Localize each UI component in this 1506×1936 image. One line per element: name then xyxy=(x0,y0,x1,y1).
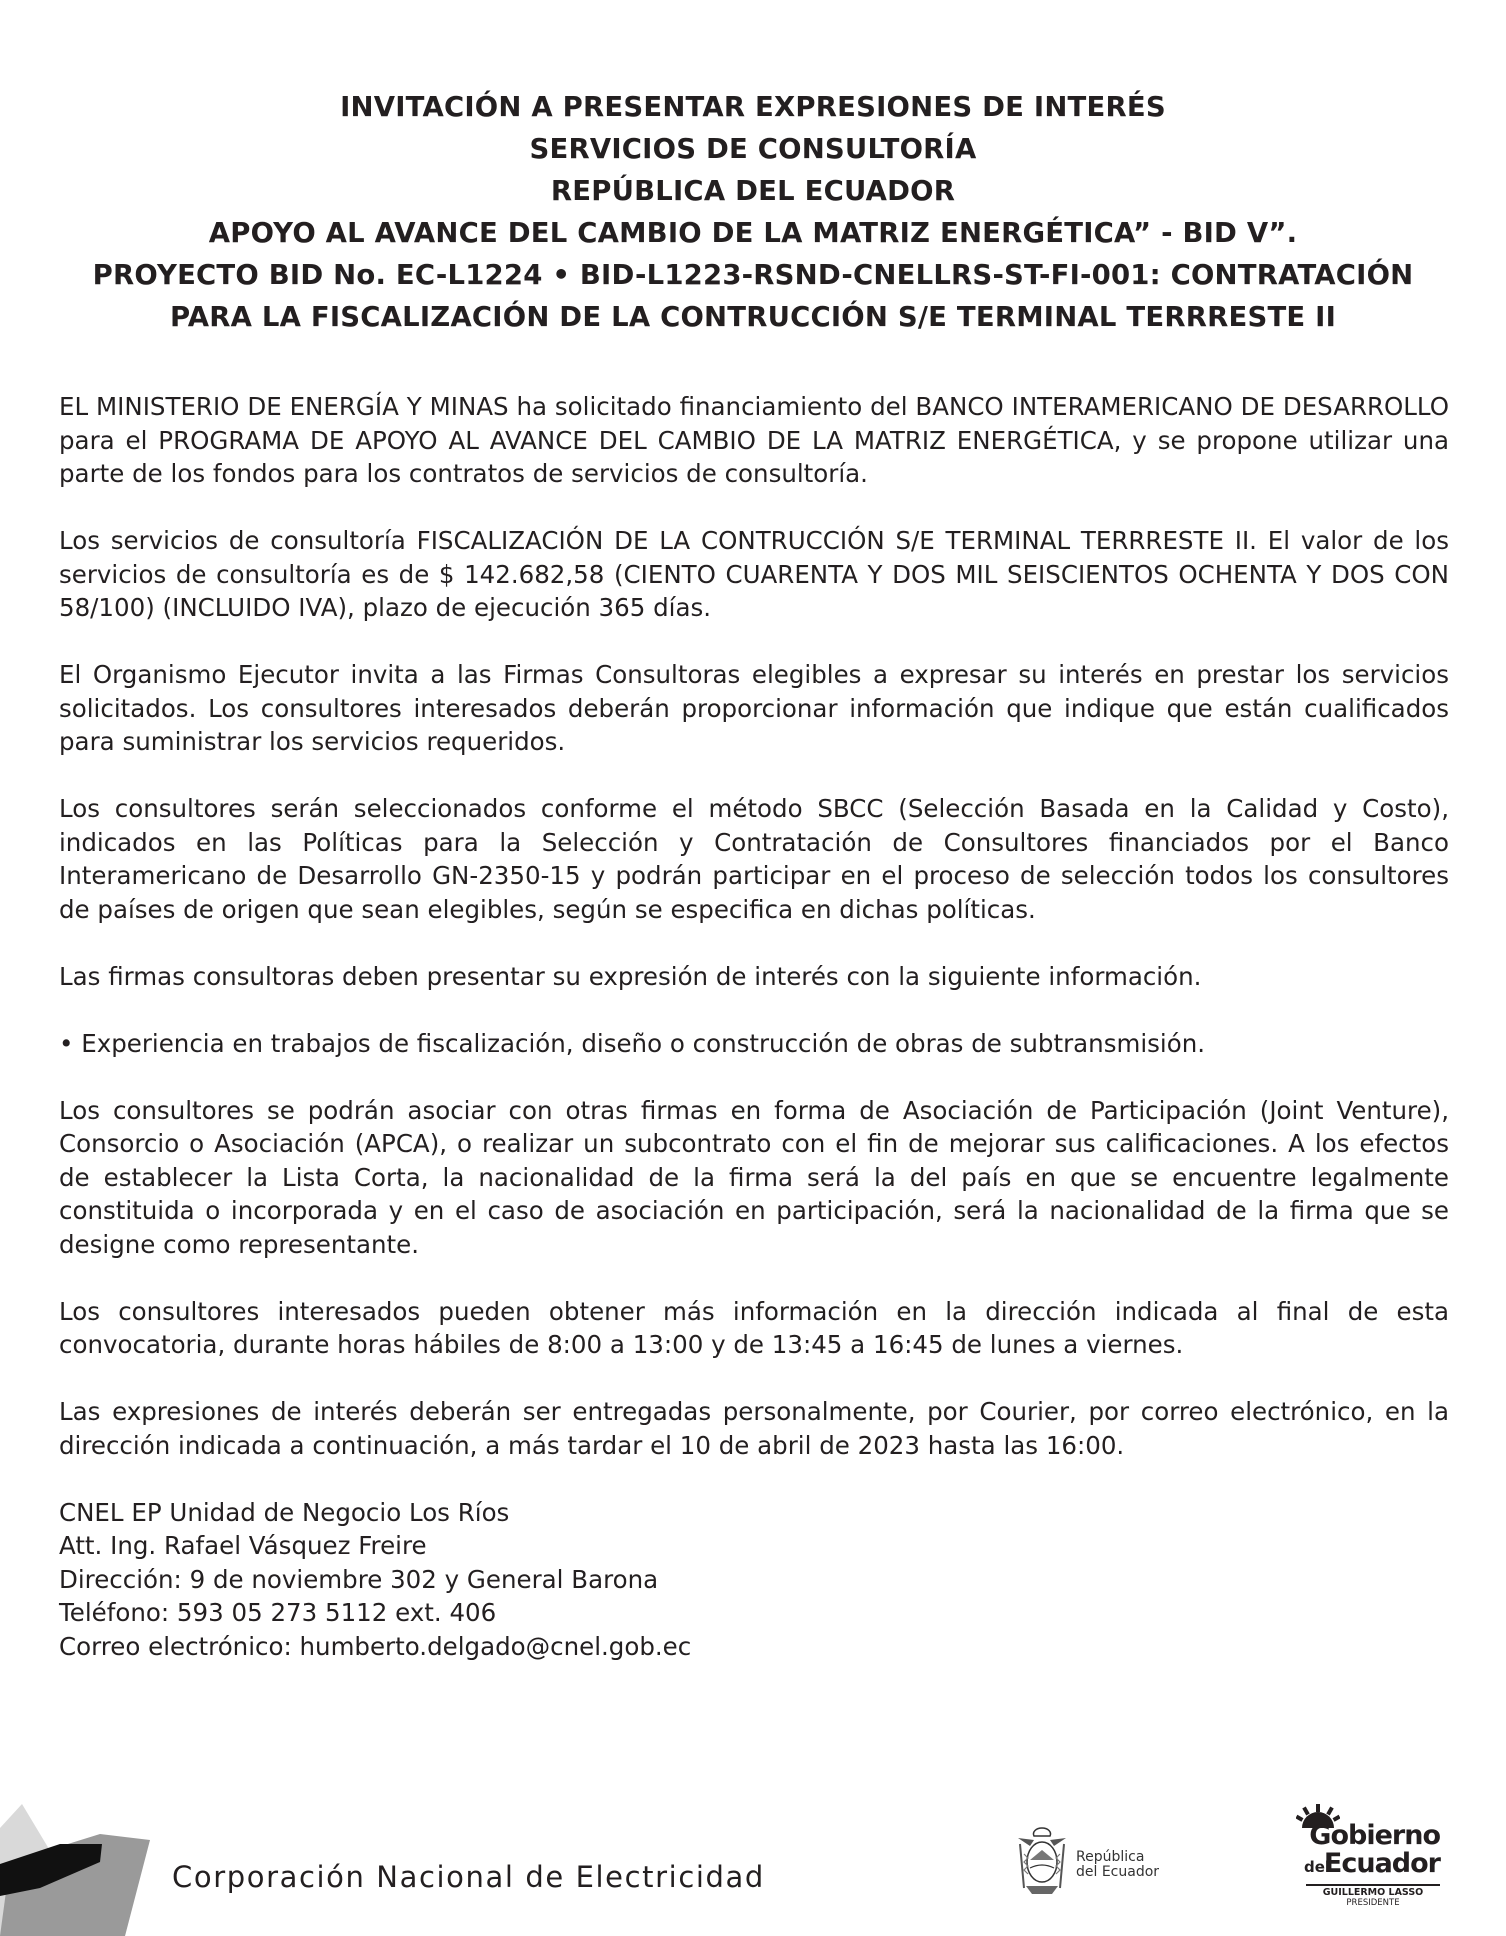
gobierno-word: Gobierno xyxy=(1309,1820,1440,1851)
header-line: REPÚBLICA DEL ECUADOR xyxy=(550,175,956,207)
paragraph-office-hours: Los consultores interesados pueden obtener más información en la dirección indicada al final de esta convocatoria, durante horas hábiles de 8:00 a 13:00 y de 13:45 a 16:45 de lunes a viernes. xyxy=(59,1296,1449,1359)
document-body xyxy=(59,390,1449,1663)
contact-block xyxy=(59,1496,1449,1664)
paragraph-required-info: Las firmas consultoras deben presentar su expresión de interés con la siguiente información. xyxy=(59,961,1202,991)
republic-label-line2: del Ecuador xyxy=(1076,1864,1160,1880)
contact-unit: CNEL EP Unidad de Negocio Los Ríos xyxy=(59,1497,510,1527)
header-line: PROYECTO BID No. EC-L1224 • BID-L1223-RSND-CNELLRS-ST-FI-001: CONTRATACIÓN xyxy=(92,259,1414,291)
republic-label-line1: República xyxy=(1076,1849,1145,1865)
document-footer xyxy=(0,1790,1506,1936)
contact-phone: Teléfono: 593 05 273 5112 ext. 406 xyxy=(59,1598,497,1627)
contact-email: Correo electrónico: humberto.delgado@cnel.gob.ec xyxy=(59,1631,692,1661)
header-line: PARA LA FISCALIZACIÓN DE LA CONTRUCCIÓN S/E TERMINAL TERRRESTE II xyxy=(169,301,1337,333)
republic-label xyxy=(1076,1850,1159,1880)
header-line: SERVICIOS DE CONSULTORÍA xyxy=(529,133,977,165)
president-name: GUILLERMO LASSO xyxy=(1322,1887,1424,1898)
president-role: PRESIDENTE xyxy=(1346,1898,1400,1908)
bullet-experience: • Experiencia en trabajos de fiscalización, diseño o construcción de obras de subtransmisión. xyxy=(59,1028,1206,1058)
document-header xyxy=(40,86,1466,338)
paragraph-association: Los consultores se podrán asociar con otras firmas en forma de Asociación de Participación (Joint Venture), Consorcio o Asociación (APCA), o realizar un subcontrato con el fin de mejorar sus calificaciones. A los efectos de establecer la Lista Corta, la nacionalidad de la firma será la del país en que se encuentre legalmente constituida o incorporada y en el caso de asociación en participación, será la nacionalidad de la firma que se designe como representante. xyxy=(59,1095,1449,1259)
contact-address: Dirección: 9 de noviembre 302 y General Barona xyxy=(59,1564,659,1594)
cnel-logo-icon xyxy=(0,1804,170,1936)
header-line: INVITACIÓN A PRESENTAR EXPRESIONES DE INTERÉS xyxy=(340,91,1166,123)
header-line: APOYO AL AVANCE DEL CAMBIO DE LA MATRIZ ENERGÉTICA” - BID V”. xyxy=(208,217,1298,249)
gobierno-country: Ecuador xyxy=(1323,1848,1440,1879)
paragraph-financing: EL MINISTERIO DE ENERGÍA Y MINAS ha solicitado financiamiento del BANCO INTERAMERICANO DE DESARROLLO para el PROGRAMA DE APOYO AL AVANCE DEL CAMBIO DE LA MATRIZ ENERGÉTICA, y se propone utilizar una parte de los fondos para los contratos de servicios de consultoría. xyxy=(59,392,1449,488)
ecuador-coat-of-arms-icon xyxy=(1012,1824,1072,1898)
paragraph-services-value: Los servicios de consultoría FISCALIZACIÓN DE LA CONTRUCCIÓN S/E TERMINAL TERRRESTE II. El valor de los servicios de consultoría es de $ 142.682,58 (CIENTO CUARENTA Y DOS MIL SEISCIENTOS OCHENTA Y DOS CON 58/100) (INCLUIDO IVA), plazo de ejecución 365 días. xyxy=(59,526,1449,622)
gobierno-del: del xyxy=(1304,1858,1331,1876)
contact-attention: Att. Ing. Rafael Vásquez Freire xyxy=(59,1531,427,1560)
organization-name: Corporación Nacional de Electricidad xyxy=(172,1860,765,1894)
gobierno-divider xyxy=(1306,1884,1440,1886)
paragraph-selection-method: Los consultores serán seleccionados conforme el método SBCC (Selección Basada en la Calidad y Costo), indicados en las Políticas para la Selección y Contratación de Consultores financiados por el Banco Interamericano de Desarrollo GN-2350-15 y podrán participar en el proceso de selección todos los consultores de países de origen que sean elegibles, según se especifica en dichas políticas. xyxy=(59,794,1449,924)
paragraph-deadline: Las expresiones de interés deberán ser entregadas personalmente, por Courier, por correo electrónico, en la dirección indicada a continuación, a más tardar el 10 de abril de 2023 hasta las 16:00. xyxy=(59,1397,1449,1460)
paragraph-invitation: El Organismo Ejecutor invita a las Firmas Consultoras elegibles a expresar su interés en prestar los servicios solicitados. Los consultores interesados deberán proporcionar información que indique que están cualificados para suministrar los servicios requeridos. xyxy=(59,660,1449,756)
